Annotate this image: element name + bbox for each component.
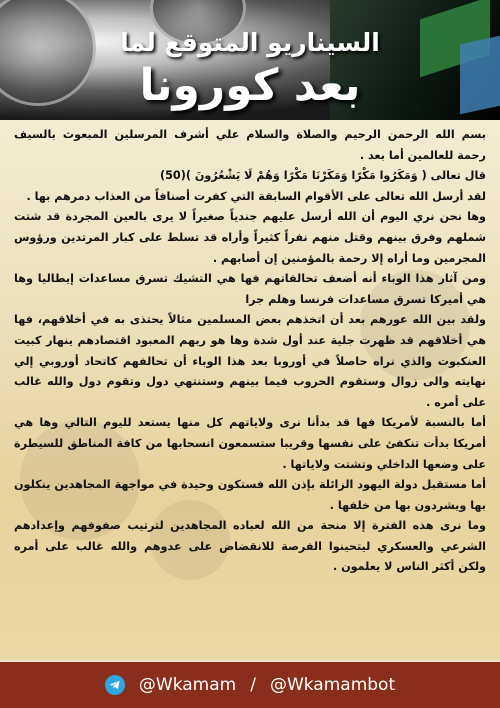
handle-separator: /	[250, 675, 256, 695]
bot-handle[interactable]: @Wkamambot	[269, 675, 396, 695]
page-title-line1: السيناريو المتوقع لما	[120, 28, 380, 57]
article-paragraph: لقد أرسل الله تعالى على الأقوام السابقة التي كفرت أصنافاً من العذاب دمرهم بها .	[26, 189, 486, 203]
article-paragraph: قال تعالى ( وَمَكَرُوا مَكْرًا وَمَكَرْنَا مَكْرًا وَهُمْ لَا يَشْعُرُونَ )(50)	[160, 169, 486, 183]
flag-image-blue	[460, 36, 500, 115]
footer-bar	[0, 662, 500, 708]
article-paragraph: وها نحن نري اليوم أن الله أرسل عليهم جندياً صغيراً لا يرى بالعين المجردة قد شتت شملهم وفرق بينهم وقتل منهم نفراً كثيراً وأراه قد تسلط على كبار المرتدين ورؤوس المجرمين وما أراه إلا رحمة بالمؤمنين إن أصابهم .	[14, 210, 486, 265]
article-paragraph: ومن آثار هذا الوباء أنه أضعف تحالفاتهم فها هي التشيك تسرق مساعدات إيطاليا وها هي أميركا تسرق مساعدات فرنسا وهلم جرا	[14, 272, 486, 306]
virus-image	[0, 0, 96, 106]
channel-handle[interactable]: @Wkamam	[138, 675, 237, 695]
page-title-line2: بعد كورونا	[139, 60, 361, 111]
telegram-icon	[105, 675, 125, 695]
article-paragraph: وما نرى هذه الفترة إلا منحة من الله لعباده المجاهدين لترتيب صفوفهم وإعدادهم الشرعي والعسكري ليتحينوا الفرصة للانقضاض على عدوهم والله غالب على أمره ولكن أكثر الناس لا يعلمون .	[14, 519, 486, 574]
article-paragraph: أما مستقبل دولة اليهود الزائلة بإذن الله فستكون وحيدة في مواجهة المجاهدين ينكلون بها ويشردون بها من خلفها .	[14, 478, 486, 512]
article-paragraph: ولقد بين الله عورهم بعد أن اتخذهم بعض المسلمين مثالاً يحتذى به في أخلاقهم، فها هي أخلاقهم قد ظهرت جلية عند أول شدة وها هو ربهم المعبود اقتصادهم ينهار كبيت العنكبوت والذي نراه حاصلاً في أوروبا بعد هذا الوباء أن تحالفهم كاتحاد أوروبي إلي نهايته والى زوال وستقوم الحروب فيما بينهم وستنتهي دول وتقوم دول والله غالب على أمره .	[14, 313, 486, 409]
article-paragraph: بسم الله الرحمن الرحيم والصلاة والسلام علي أشرف المرسلين المبعوث بالسيف رحمة للعالمين أما بعد .	[14, 128, 486, 162]
article-body	[14, 125, 486, 655]
article-paragraph: أما بالنسبة لأمريكا فها قد بدأنا نرى ولاياتهم كل منها يستعد لليوم التالي وها هي أمريكا بدأت تنكفئ على نفسها وقريبا ستسمعون انسحابها من كافة المناطق للسيطرة على وضعها الداخلي وتشتت ولاياتها .	[14, 416, 486, 471]
header-banner	[0, 0, 500, 120]
